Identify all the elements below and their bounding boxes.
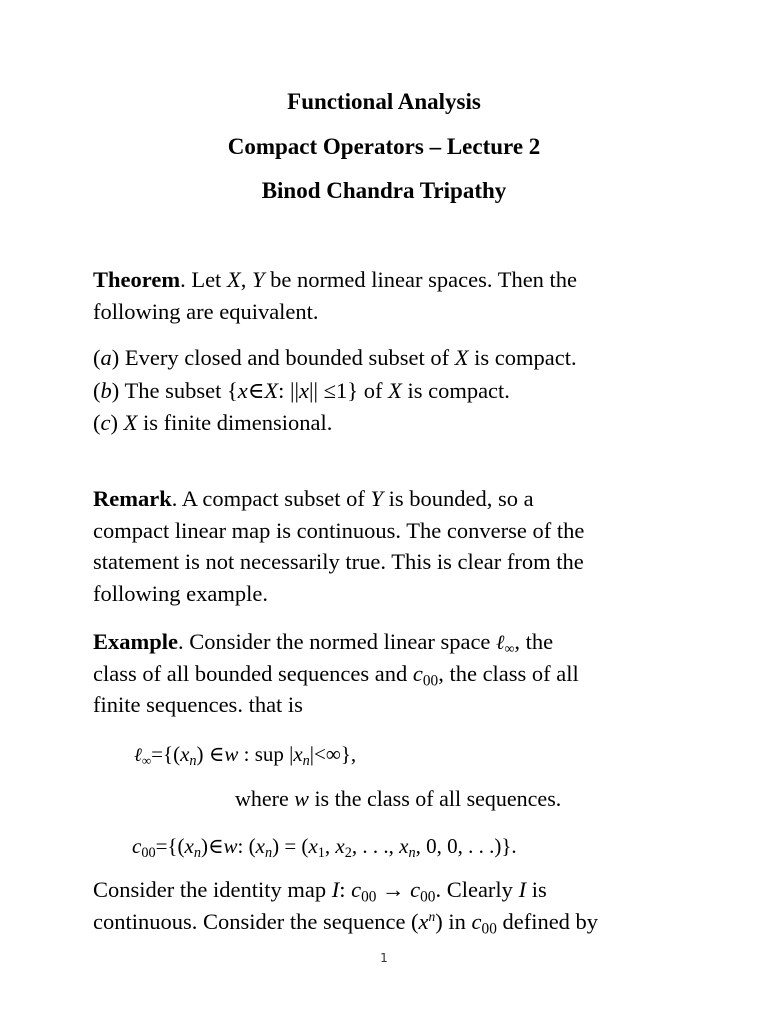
math-var: x	[399, 834, 409, 858]
math-var: Y	[370, 486, 383, 511]
formula-ell-infinity	[134, 739, 356, 770]
math-var: x	[184, 834, 194, 858]
identity-text: is	[526, 877, 547, 902]
document-title: Functional Analysis	[287, 89, 481, 114]
math-subscript: 00	[481, 919, 497, 937]
math-text: ={(	[155, 834, 185, 858]
remark-line-1	[93, 483, 693, 515]
theorem-line-2: following are equivalent.	[93, 298, 319, 324]
math-symbol: →	[376, 877, 411, 902]
remark-line-4: following example.	[93, 580, 268, 606]
remark-label: Remark	[93, 486, 172, 511]
item-text: (	[93, 410, 101, 435]
example-text: , the class of all	[438, 660, 579, 686]
example-block	[93, 626, 693, 721]
item-text: is compact.	[468, 345, 577, 370]
item-text: is compact.	[401, 377, 510, 403]
remark-line-2: compact linear map is continuous. The converse of the	[93, 517, 585, 543]
theorem-item-c	[93, 407, 693, 439]
remark-text: . A compact subset of	[171, 486, 371, 511]
math-var: c	[471, 908, 482, 934]
theorem-label: Theorem	[93, 267, 181, 292]
math-text: , . . .,	[351, 834, 400, 858]
item-text: is finite dimensional.	[137, 410, 333, 435]
math-text: , 0, 0, . . .)}.	[415, 834, 517, 858]
math-text: ={(	[151, 742, 181, 766]
math-subscript: 00	[141, 844, 156, 861]
math-var: X	[264, 377, 279, 403]
example-text: class of all bounded sequences and	[93, 660, 413, 686]
math-subscript: n	[408, 844, 416, 861]
item-text: )	[110, 410, 124, 435]
math-var: w	[223, 834, 238, 858]
identity-line-2	[93, 906, 693, 938]
theorem-text: . Let	[180, 267, 227, 292]
math-var: c	[410, 877, 421, 902]
item-text: (	[93, 377, 101, 403]
remark-text: is bounded, so a	[382, 486, 534, 511]
item-letter: a	[100, 345, 112, 370]
example-line-2	[93, 658, 693, 690]
item-text: : ||	[278, 377, 300, 403]
math-text: )∈	[200, 834, 224, 858]
math-var: x	[418, 908, 429, 934]
math-var: I	[331, 877, 340, 902]
math-subscript: n	[264, 844, 273, 861]
theorem-text: be normed linear spaces. Then the	[264, 267, 578, 292]
formula-c00	[132, 831, 517, 861]
math-subscript: n	[302, 752, 310, 769]
theorem-text: ,	[240, 267, 252, 292]
math-subscript: n	[189, 752, 197, 769]
math-symbol: ∈	[247, 377, 265, 403]
example-text: , the	[514, 629, 554, 654]
math-symbol: ℓ	[496, 630, 505, 654]
math-var: x	[293, 742, 303, 766]
math-var: X	[123, 410, 138, 435]
math-subscript: 00	[420, 888, 436, 906]
math-subscript: 1	[317, 844, 325, 861]
document-author: Binod Chandra Tripathy	[261, 178, 507, 203]
math-text: |<∞},	[309, 742, 357, 766]
math-var: I	[518, 877, 527, 902]
math-var: w	[294, 786, 309, 811]
math-var: x	[255, 834, 265, 858]
math-var: w	[224, 742, 239, 766]
math-text: : sup |	[238, 742, 294, 766]
math-var: X	[388, 377, 402, 403]
math-var: x	[299, 377, 310, 403]
page-number: 1	[380, 951, 388, 965]
math-var: x	[180, 742, 190, 766]
theorem-block	[93, 264, 693, 327]
math-var: c	[412, 660, 423, 686]
item-letter: c	[100, 410, 111, 435]
math-var: X	[226, 267, 241, 292]
identity-text: :	[339, 877, 352, 902]
math-symbol: ∞	[504, 642, 515, 658]
identity-block	[93, 874, 693, 937]
where-text: is the class of all sequences.	[308, 786, 562, 811]
theorem-item-b	[93, 375, 693, 407]
example-label: Example	[93, 629, 179, 654]
math-superscript: n	[428, 908, 436, 924]
example-text: . Consider the normed linear space	[178, 629, 497, 654]
math-var: X	[454, 345, 469, 370]
math-subscript: 00	[422, 671, 439, 689]
item-text: ) The subset {	[111, 377, 238, 403]
math-subscript: 2	[344, 844, 352, 861]
math-text: ) ∈	[196, 742, 225, 766]
math-symbol: ∞	[141, 752, 152, 768]
where-text: where	[235, 786, 295, 811]
remark-line-3: statement is not necessarily true. This is clear from the	[93, 549, 584, 574]
math-symbol: ℓ	[134, 744, 142, 766]
math-var: x	[237, 377, 248, 403]
math-var: x	[335, 834, 345, 858]
math-subscript: 00	[361, 888, 377, 906]
remark-block	[93, 483, 693, 609]
math-var: Y	[251, 267, 265, 292]
item-text: || ≤1} of	[309, 377, 389, 403]
item-text: ) Every closed and bounded subset of	[111, 345, 455, 370]
example-line-1	[93, 626, 693, 658]
theorem-items	[93, 342, 693, 439]
theorem-item-a	[93, 342, 693, 374]
identity-text: defined by	[496, 908, 599, 934]
document-subtitle: Compact Operators – Lecture 2	[227, 134, 541, 159]
math-subscript: n	[193, 844, 201, 861]
math-var: c	[132, 834, 142, 858]
identity-text: Consider the identity map	[93, 877, 332, 902]
identity-text: continuous. Consider the sequence (	[93, 908, 419, 934]
identity-line-1	[93, 874, 693, 906]
math-var: c	[351, 877, 362, 902]
item-text: (	[93, 345, 101, 370]
math-var: x	[308, 834, 318, 858]
item-letter: b	[100, 377, 112, 403]
theorem-line-1	[93, 264, 693, 296]
example-line-3: finite sequences. that is	[93, 692, 303, 717]
math-text: ,	[324, 834, 336, 858]
math-text: : (	[237, 834, 256, 858]
math-text: ) = (	[272, 834, 309, 858]
identity-text: . Clearly	[435, 877, 519, 902]
where-line	[235, 784, 561, 814]
identity-text: ) in	[435, 908, 472, 934]
